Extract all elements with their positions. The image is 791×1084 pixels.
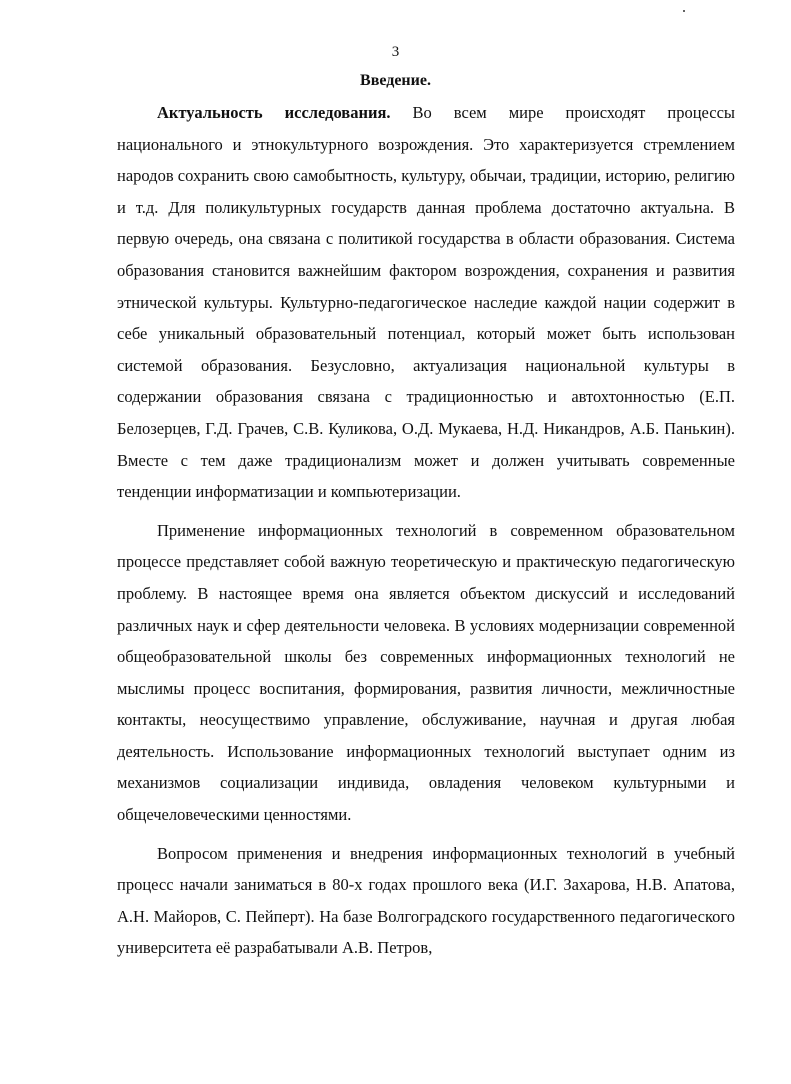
scan-speck <box>683 10 685 12</box>
paragraph <box>117 97 735 508</box>
paragraph <box>117 838 735 964</box>
paragraph-text: Вопросом применения и внедрения информационных технологий в учебный процесс начали заниматься в 80-х годах прошлого века (И.Г. Захарова, Н.В. Апатова, А.Н. Майоров, С. Пейперт). На базе Волгоградского государственного педагогического университета её разрабатывали А.В. Петров, <box>117 843 735 958</box>
paragraph-text: Применение информационных технологий в современном образовательном процессе представляет собой важную теоретическую и практическую педагогическую проблему. В настоящее время она является объектом дискуссий и исследований различных наук и сфер деятельности человека. В условиях модернизации современной общеобразовательной школы без современных информационных технологий не мыслимы процесс воспитания, формирования, развития личности, межличностные контакты, неосуществимо управление, обслуживание, научная и другая любая деятельность. Использование информационных технологий выступает одним из механизмов социализации индивида, овладения человеком культурными и общечеловеческими ценностями. <box>117 520 735 825</box>
document-body <box>117 97 735 964</box>
page-number: 3 <box>391 44 400 60</box>
page-title: Введение. <box>360 72 431 89</box>
paragraph-lead: Актуальность исследования. <box>157 103 391 122</box>
paragraph <box>117 515 735 831</box>
paragraph-text: Во всем мире происходят процессы национального и этнокультурного возрождения. Это характеризуется стремлением народов сохранить свою самобытность, культуру, обычаи, традиции, историю, религию и т.д. Для поликультурных государств данная проблема достаточно актуальна. В первую очередь, она связана с политикой государства в области образования. Система образования становится важнейшим фактором возрождения, сохранения и развития этнической культуры. Культурно-педагогическое наследие каждой нации содержит в себе уникальный образовательный потенциал, который может быть использован системой образования. Безусловно, актуализация национальной культуры в содержании образования связана с традиционностью и автохтонностью (Е.П. Белозерцев, Г.Д. Грачев, С.В. Куликова, О.Д. Мукаева, Н.Д. Никандров, А.Б. Панькин). Вместе с тем даже традиционализм может и должен учитывать современные тенденции информатизации и компьютеризации. <box>117 103 735 502</box>
